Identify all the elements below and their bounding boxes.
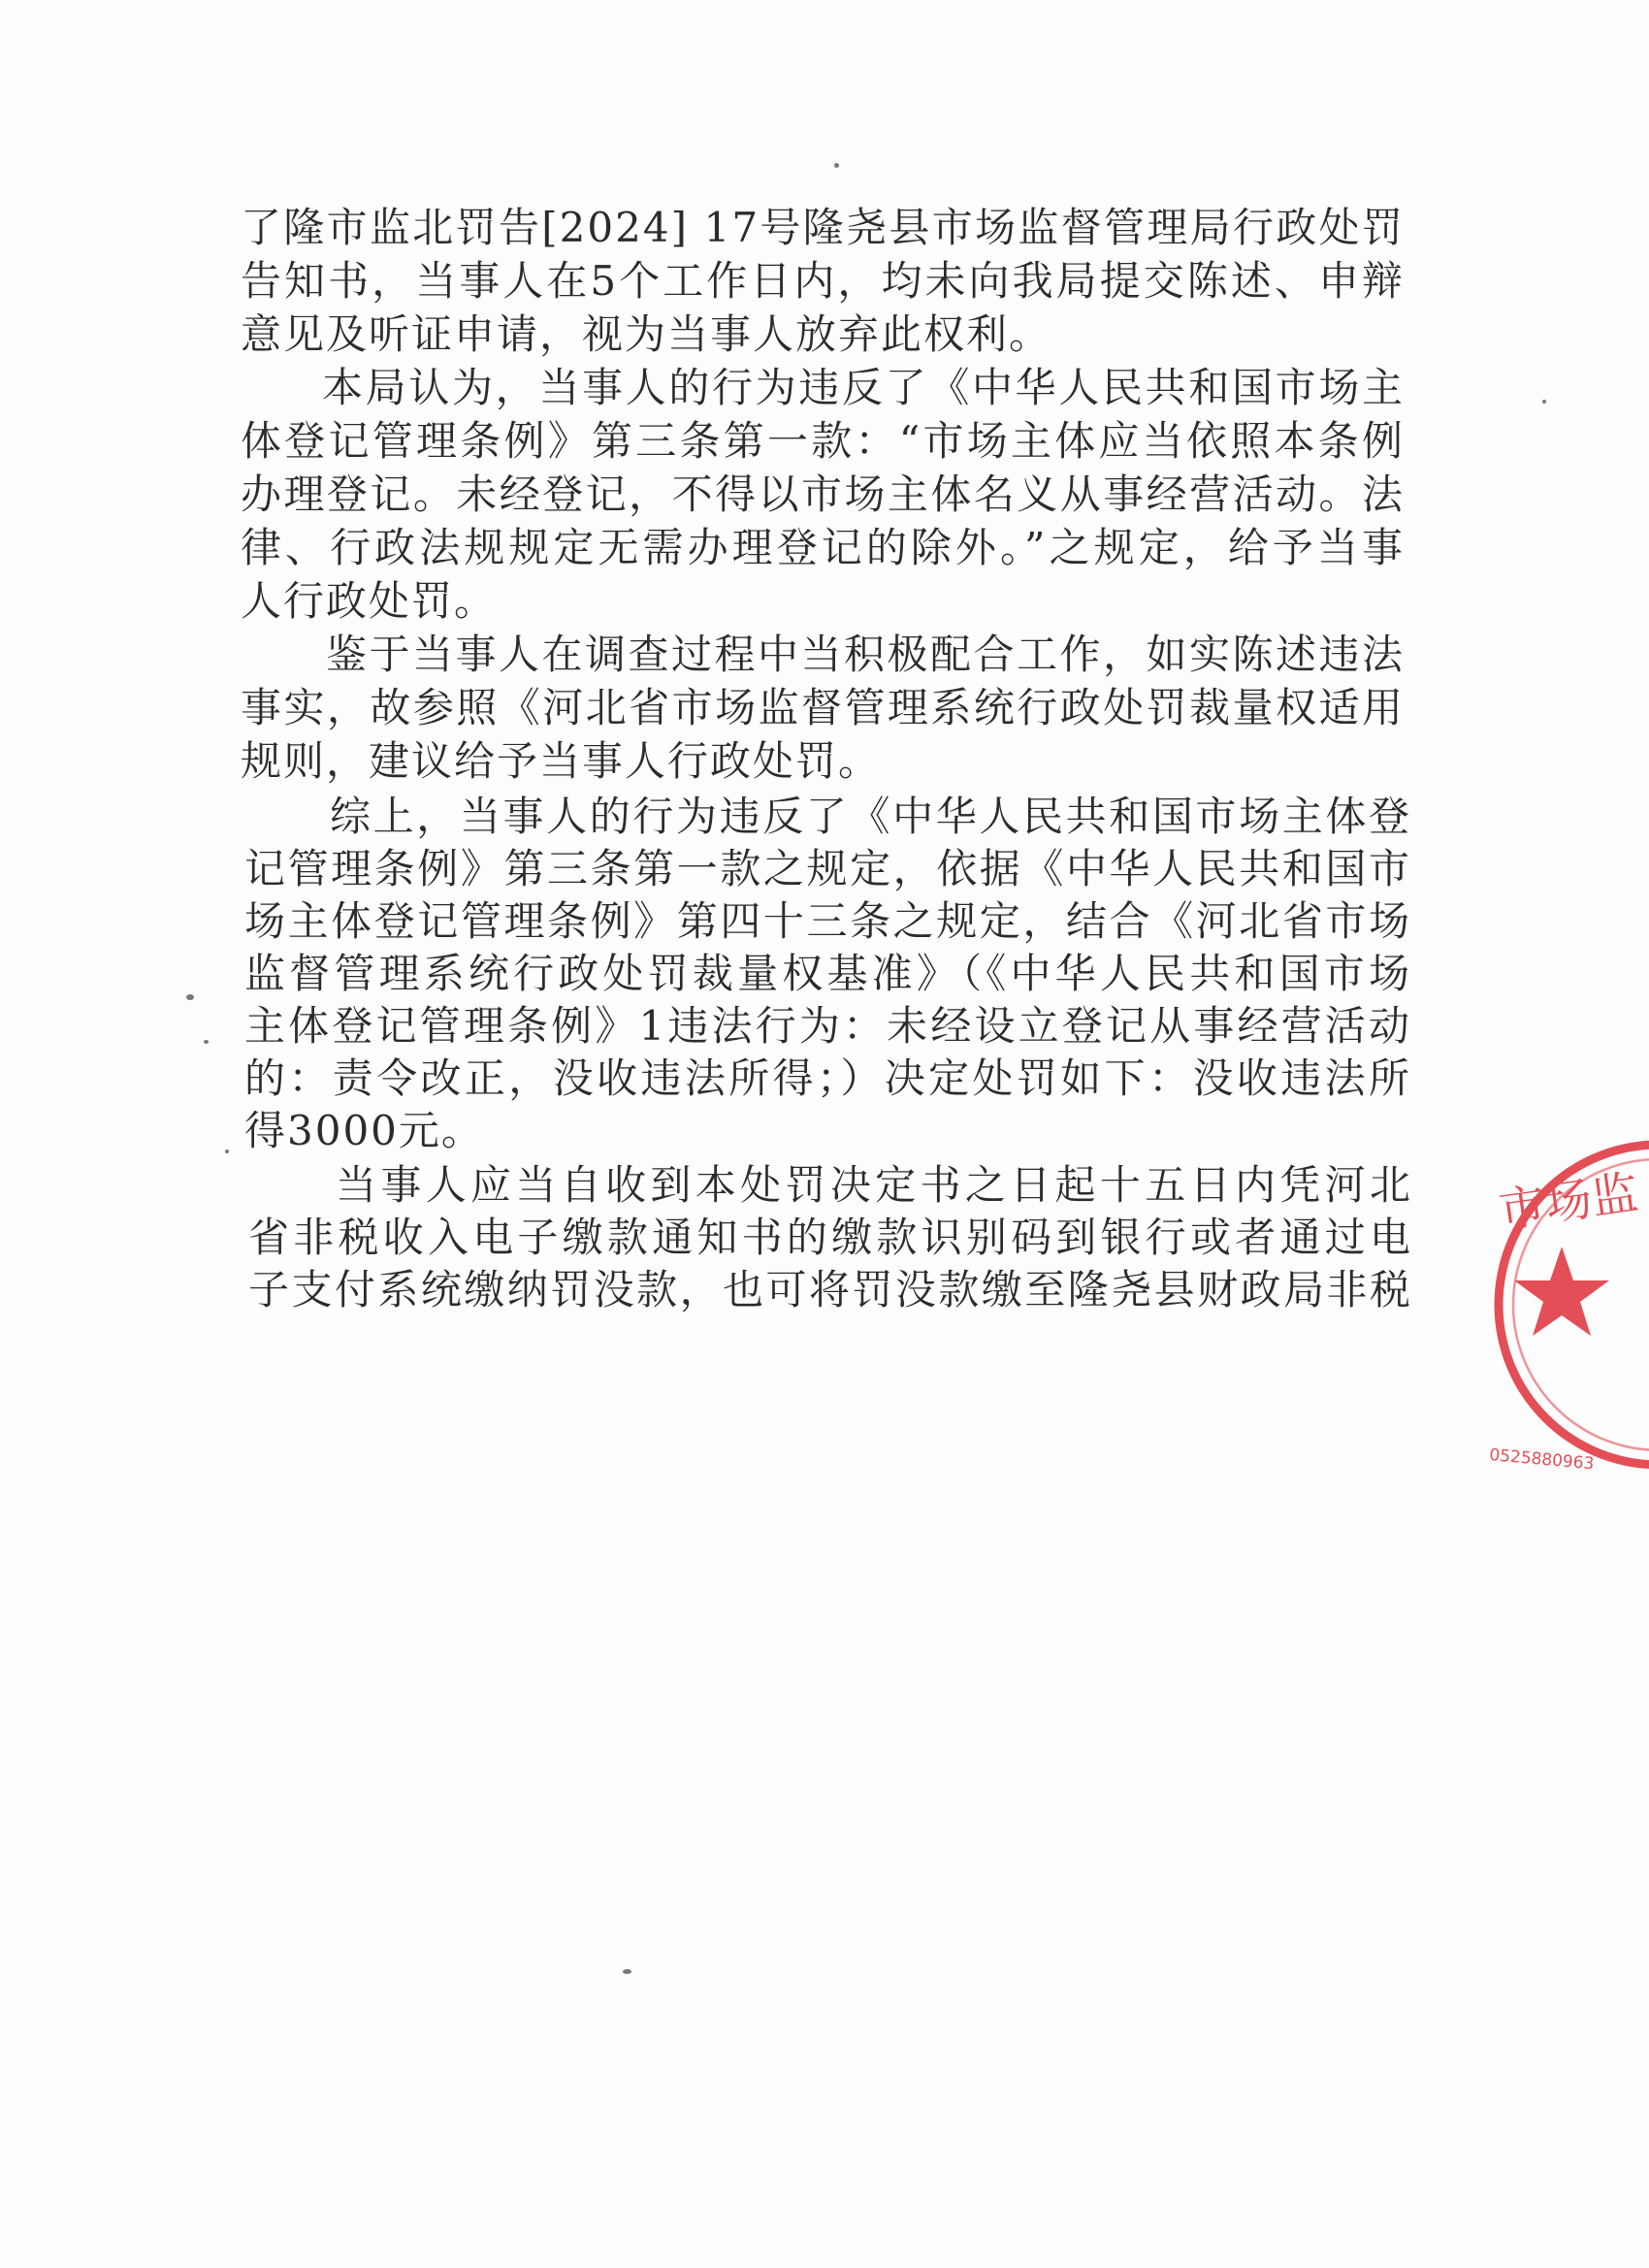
paragraph-2-line-1: 本局认为，当事人的行为违反了《中华人民共和国市场主 — [322, 364, 1405, 411]
paragraph-4-line-4: 监督管理系统行政处罚裁量权基准》（《中华人民共和国市场 — [244, 950, 1411, 997]
paragraph-1-line-2: 告知书，当事人在5个工作日内，均未向我局提交陈述、申辩 — [241, 257, 1405, 305]
scan-speck — [834, 163, 839, 168]
paragraph-5-line-2: 省非税收入电子缴款通知书的缴款识别码到银行或者通过电 — [248, 1214, 1412, 1261]
scan-speck — [204, 1040, 209, 1044]
scan-speck — [623, 1969, 631, 1974]
paragraph-5-line-1: 当事人应当自收到本处罚决定书之日起十五日内凭河北 — [336, 1161, 1412, 1209]
paragraph-2-line-3: 办理登记。未经登记，不得以市场主体名义从事经营活动。法 — [241, 470, 1405, 518]
paragraph-4-line-6: 的：责令改正，没收违法所得；）决定处罚如下：没收违法所 — [244, 1054, 1411, 1102]
paragraph-1-line-1: 了隆市监北罚告[2024] 17号隆尧县市场监督管理局行政处罚 — [241, 204, 1405, 251]
paragraph-3-line-2: 事实，故参照《河北省市场监督管理系统行政处罚裁量权适用 — [241, 684, 1405, 731]
paragraph-4-line-2: 记管理条例》第三条第一款之规定，依据《中华人民共和国市 — [244, 845, 1411, 892]
paragraph-4-line-3: 场主体登记管理条例》第四十三条之规定，结合《河北省市场 — [244, 897, 1411, 945]
scan-speck — [1542, 400, 1546, 404]
official-seal — [1474, 1140, 1649, 1547]
paragraph-2-line-5: 人行政处罚。 — [241, 577, 498, 625]
seal-star — [1514, 1247, 1609, 1336]
paragraph-2-line-2: 体登记管理条例》第三条第一款：“市场主体应当依照本条例 — [241, 417, 1405, 465]
seal-text: 市场监 — [1495, 1165, 1642, 1239]
paragraph-3-line-3: 规则，建议给予当事人行政处罚。 — [241, 737, 882, 785]
paragraph-4-line-1: 综上，当事人的行为违反了《中华人民共和国市场主体登 — [330, 793, 1411, 840]
paragraph-3-line-1: 鉴于当事人在调查过程中当积极配合工作，如实陈述违法 — [326, 631, 1405, 678]
paragraph-2-line-4: 律、行政法规规定无需办理登记的除外。”之规定，给予当事 — [241, 524, 1405, 571]
scan-speck — [186, 994, 194, 1000]
paragraph-4-line-5: 主体登记管理条例》1违法行为：未经设立登记从事经营活动 — [244, 1002, 1411, 1050]
paragraph-4-line-7: 得3000元。 — [244, 1107, 484, 1154]
paragraph-5-line-3: 子支付系统缴纳罚没款，也可将罚没款缴至隆尧县财政局非税 — [248, 1266, 1412, 1313]
seal-serial: 0525880963 — [1488, 1445, 1596, 1474]
scan-speck — [225, 1150, 229, 1153]
paragraph-1-line-3: 意见及听证申请，视为当事人放弃此权利。 — [241, 310, 1052, 358]
